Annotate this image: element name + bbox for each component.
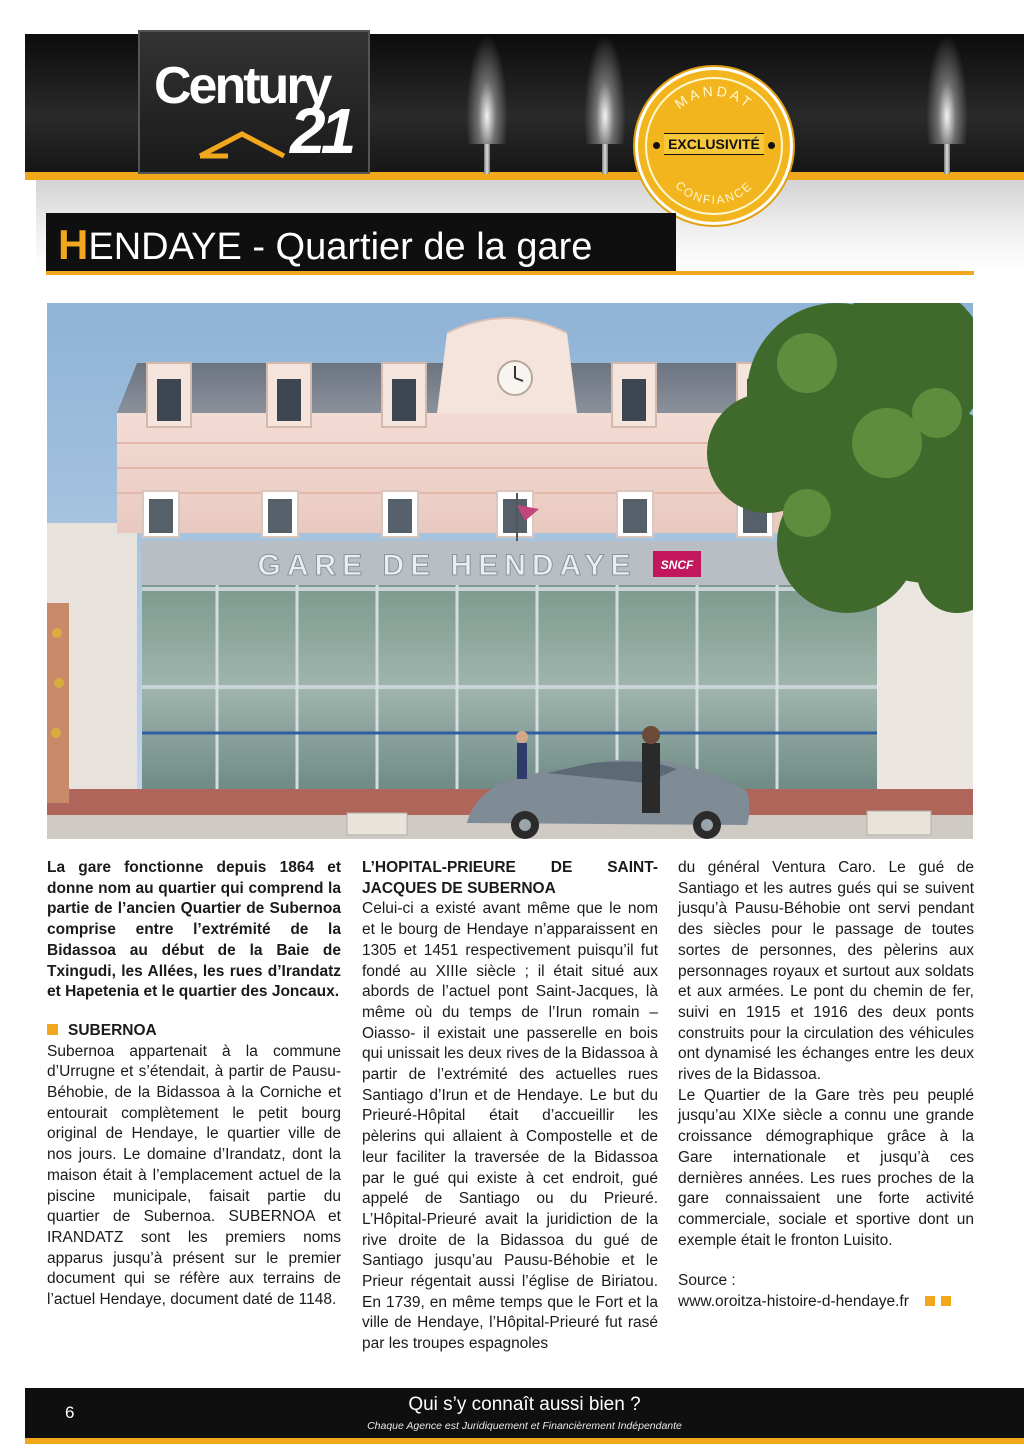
svg-text:CONFIANCE [673,178,756,207]
seal-bottom-text: CONFIANCE [672,178,756,208]
century21-logo: Century 21 [138,30,370,174]
source-label: Source : [678,1272,736,1290]
text-column-1 [47,858,341,1311]
text-column-3 [678,858,974,1313]
exclusivity-seal [638,70,790,222]
title-initial: H [58,221,89,268]
footer-accent-line [25,1438,1024,1444]
quartier-paragraph: Le Quartier de la Gare très peu peuplé jusqu’au XIXe siècle a connu une grande croissance démographique grâce à la Gare internationale et jusqu’à ces dernières années. Les rues proches de la gare connaissaient une forte activité commerciale, sociale et sportive dont un exemple était le fronton Luisito. [678,1086,974,1249]
page-title-box [46,213,676,271]
title-underline [46,271,974,275]
seal-dot-icon [653,142,660,149]
subernoa-paragraph: Subernoa appartenait à la commune d’Urrugne et s’étendait, à partir de Pausu-Béhobie, de la Bidassoa à la Corniche et entourait complètement le petit bourg original de Hendaye, le quartier ville de nos jours. Le domaine d’Irandatz, dont la maison était à l’emplacement actuel de la piscine municipale, faisait partie du quartier de Subernoa. SUBERNOA et IRANDATZ sont les premiers noms apparus jusqu’à présent sur le premier document qui se réfère aux terrains de l’actuel Hendaye, document daté de 1148. [47,1042,341,1309]
orange-square-icon [47,1024,58,1035]
seal-top-text: MANDAT [671,82,757,112]
station-photo [47,303,973,839]
house-roof-icon [198,122,298,162]
spotlight-icon [940,34,954,174]
lead-paragraph: La gare fonctionne depuis 1864 et donne nom au quartier qui comprend la partie de l’ancien Quartier de Subernoa comprise entre l’extrémité de la Bidassoa au début de la Baie de Txingudi, les Allées, les rues d’Irandatz et Hapetenia et le quartier des Joncaux. [47,859,341,1001]
source-block [678,1271,974,1312]
spotlight-icon [480,34,494,174]
train-station-image [47,303,973,839]
hopital-paragraph: Celui-ci a existé avant même que le nom et le bourg de Hendaye n’apparaissent en 1305 et 1451 respectivement puisqu’il fut fondé au XIIIe siècle ; il était situé aux abords de l’actuel pont Saint-Jacques, là même où du temps de l’Irun romain – Oiasso- il existait une passerelle en bois qui unissait les deux rives de la Bidassoa à partir de l’extrémité des actuelles rues Santiago d’Irun et de Hendaye. Le but du Prieuré-Hôpital était d’accueillir les pèlerins qui allaient à Compostelle et de leur faciliter la traversée de la Bidassoa par le gué qui existe à cet endroit, gué appelé de Santiago ou du Prieuré. L’Hôpital-Prieuré avait la juridiction de la rive droite de la Bidassoa du gué de Santiago jusqu’au Pausu-Béhobie et le Prieur régentait aussi l’église de Biriatou. En 1739, en même temps que le Fort et la ville de Hendaye, l’Hôpital-Prieuré fut rasé par les troupes espagnoles [362,900,658,1353]
title-rest: ENDAYE - Quartier de la gare [88,226,593,268]
station-sign: GARE DE HENDAYE [257,549,637,582]
source-link[interactable]: www.oroitza-histoire-d-hendaye.fr [678,1293,909,1311]
history-paragraph: du général Ventura Caro. Le gué de Santiago et les autres gués qui se suivent jusqu’à Pausu-Béhobie ont servi pendant des siècles pour le passage de toutes sortes de personnes, des pèlerins aux personnages royaux et surtout aux soldats et aux armées. Le pont du chemin de fer, suivi en 1915 et 1916 des deux ponts construits pour la circulation des véhicules ont dynamisé les échanges entre les deux rives de la Bidassoa. [678,859,974,1084]
sncf-logo: SNCF [660,558,694,572]
text-column-2 [362,858,658,1355]
seal-dot-icon [768,142,775,149]
page-title [58,221,592,269]
spotlight-icon [598,34,612,174]
svg-text:MANDAT [672,83,757,112]
orange-square-icon [941,1296,951,1306]
footer-bar [25,1388,1024,1438]
seal-center-text: EXCLUSIVITÉ [664,133,764,155]
footer-disclaimer: Chaque Agence est Juridiquement et Financièrement Indépendante [367,1420,682,1432]
footer-slogan: Qui s’y connaît aussi bien ? [408,1394,641,1415]
page-number: 6 [65,1403,75,1422]
section-heading-subernoa: SUBERNOA [47,1021,341,1042]
section-heading-hopital: L’HOPITAL-PRIEURE DE SAINT-JACQUES DE SUBERNOA [362,859,658,897]
orange-square-icon [925,1296,935,1306]
